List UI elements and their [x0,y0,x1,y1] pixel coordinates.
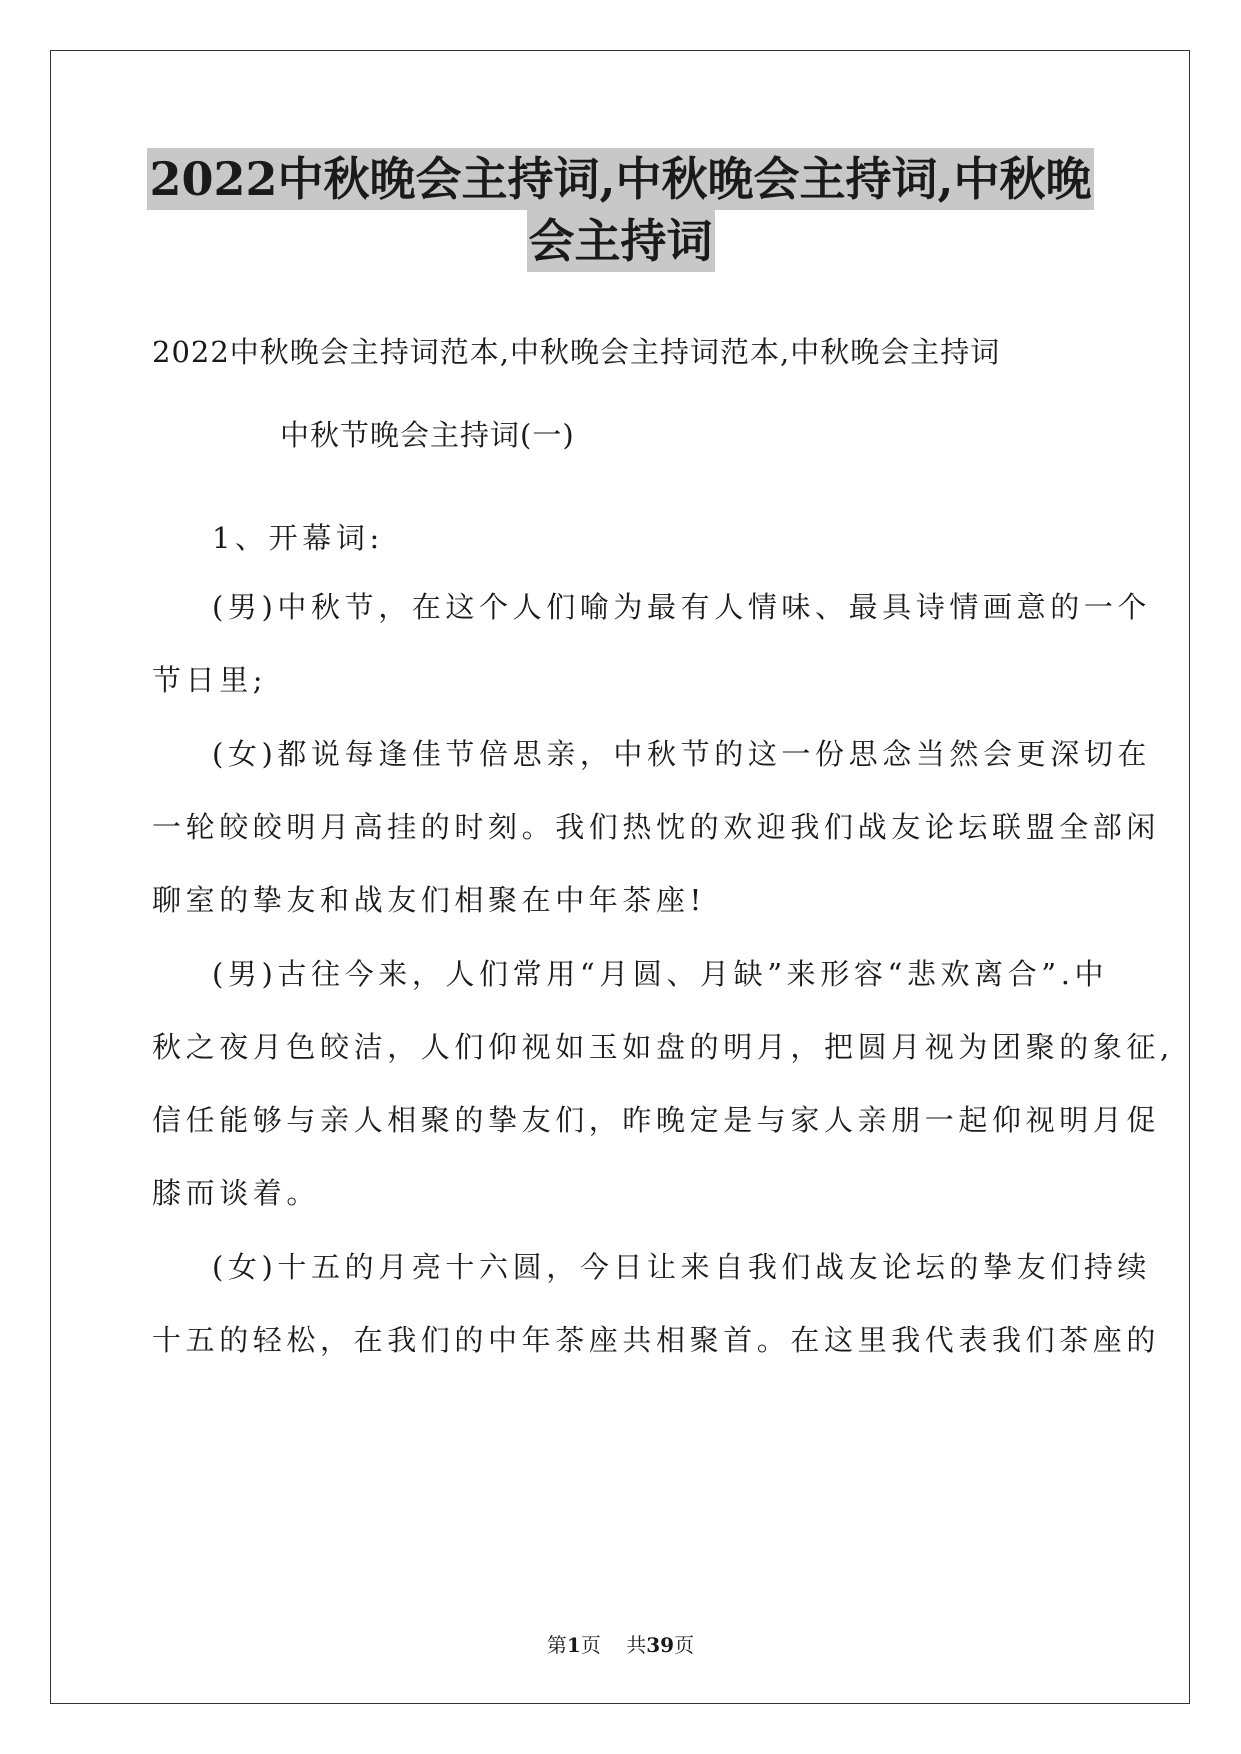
document-title [0,148,1241,272]
paragraph-line: 节日里; [152,663,268,697]
paragraph-line: 聊室的挚友和战友们相聚在中年茶座! [152,883,706,917]
page-footer [0,1632,1241,1658]
footer-prefix: 第 [546,1633,567,1657]
document-subtitle: 2022中秋晚会主持词范本,中秋晚会主持词范本,中秋晚会主持词 [152,335,1001,369]
paragraph-line: 秋之夜月色皎洁，人们仰视如玉如盘的明月，把圆月视为团聚的象征, [152,1030,1174,1064]
paragraph-line: 1、开幕词: [212,521,384,555]
paragraph-line: (男)古往今来，人们常用“月圆、月缺”来形容“悲欢离合”.中 [212,957,1109,991]
title-line-1: 2022中秋晚会主持词,中秋晚会主持词,中秋晚 [147,148,1093,210]
paragraph-line: 信任能够与亲人相聚的挚友们，昨晚定是与家人亲朋一起仰视明月促 [152,1103,1161,1137]
paragraph-line: 膝而谈着。 [152,1176,321,1210]
footer-mid: 页 共 [580,1633,647,1657]
paragraph-line: (女)十五的月亮十六圆，今日让来自我们战友论坛的挚友们持续 [212,1250,1152,1284]
page-border [50,50,1190,1704]
footer-suffix: 页 [674,1633,695,1657]
footer-total-pages: 39 [646,1633,675,1657]
paragraph-line: 一轮皎皎明月高挂的时刻。我们热忱的欢迎我们战友论坛联盟全部闲 [152,810,1161,844]
title-line-2: 会主持词 [527,210,715,272]
paragraph-line: 十五的轻松，在我们的中年茶座共相聚首。在这里我代表我们茶座的 [152,1323,1161,1357]
footer-page-number: 1 [566,1633,581,1657]
paragraph-line: (男)中秋节，在这个人们喻为最有人情味、最具诗情画意的一个 [212,590,1152,624]
section-heading: 中秋节晚会主持词(一) [280,418,575,452]
paragraph-line: (女)都说每逢佳节倍思亲，中秋节的这一份思念当然会更深切在 [212,737,1152,771]
